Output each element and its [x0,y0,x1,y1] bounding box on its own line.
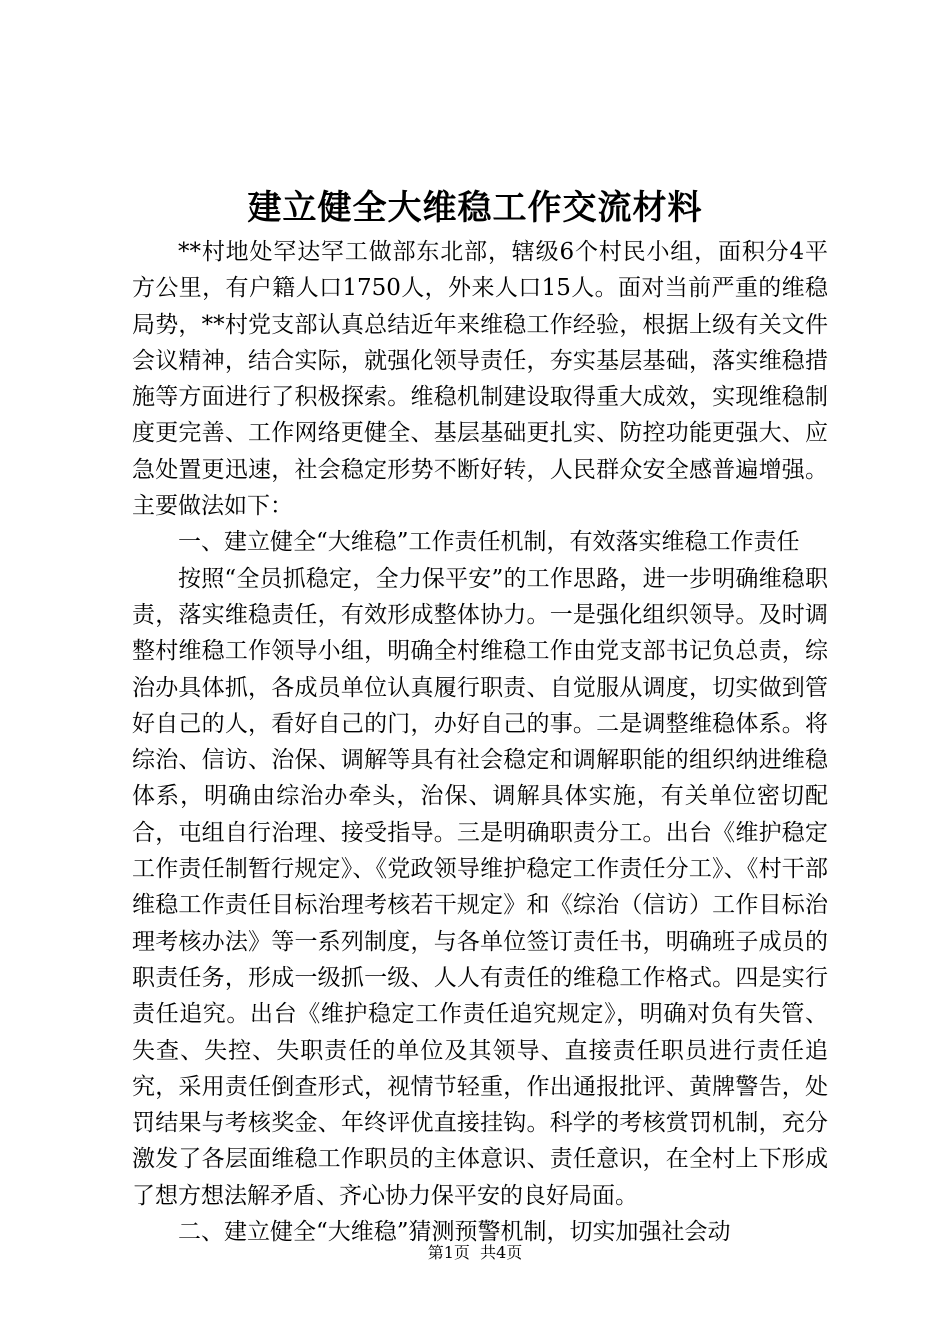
page-number: 第1页 [427,1243,470,1262]
paragraph-intro: **村地处罕达罕工做部东北部，辖级6个村民小组，面积分4平方公里，有户籍人口1750人，外来人口15人。面对当前严重的维稳局势，**村党支部认真总结近年来维稳工作经验，根据上级有关文件会议精神，结合实际，就强化领导责任，夯实基层基础，落实维稳措施等方面进行了积极探索。维稳机制建设取得重大成效，实现维稳制度更完善、工作网络更健全、基层基础更扎实、防控功能更强大、应急处置更迅速，社会稳定形势不断好转，人民群众安全感普遍增强。主要做法如下： [132,239,828,520]
paragraph-section-1: 按照“全员抓稳定，全力保平安”的工作思路，进一步明确维稳职责，落实维稳责任，有效形成整体协力。一是强化组织领导。及时调整村维稳工作领导小组，明确全村维稳工作由党支部书记负总责，综治办具体抓，各成员单位认真履行职责、自觉服从调度，切实做到管好自己的人，看好自己的门，办好自己的事。二是调整维稳体系。将综治、信访、治保、调解等具有社会稳定和调解职能的组织纳进维稳体系，明确由综治办牵头，治保、调解具体实施，有关单位密切配合，屯组自行治理、接受指导。三是明确职责分工。出台《维护稳定工作责任制暂行规定》、《党政领导维护稳定工作责任分工》、《村干部维稳工作责任目标治理考核若干规定》和《综治（信访）工作目标治理考核办法》等一系列制度，与各单位签订责任书，明确班子成员的职责任务，形成一级抓一级、人人有责任的维稳工作格式。四是实行责任追究。出台《维护稳定工作责任追究规定》，明确对负有失管、失查、失控、失职责任的单位及其领导、直接责任职员进行责任追究，采用责任倒查形式，视情节轻重，作出通报批评、黄牌警告，处罚结果与考核奖金、年终评优直接挂钩。科学的考核赏罚机制，充分激发了各层面维稳工作职员的主体意识、责任意识，在全村上下形成了想方想法解矛盾、齐心协力保平安的良好局面。 [132,565,828,1209]
footer-separator [470,1243,480,1262]
page-footer [0,1242,950,1264]
section-heading-1: 一、建立健全“大维稳”工作责任机制，有效落实维稳工作责任 [178,529,800,556]
document-title: 建立健全大维稳工作交流材料 [247,188,703,228]
document-body [132,234,828,1250]
page-total: 共4页 [480,1243,523,1262]
section-heading-2: 二、建立健全“大维稳”猜测预警机制，切实加强社会动 [178,1219,731,1246]
